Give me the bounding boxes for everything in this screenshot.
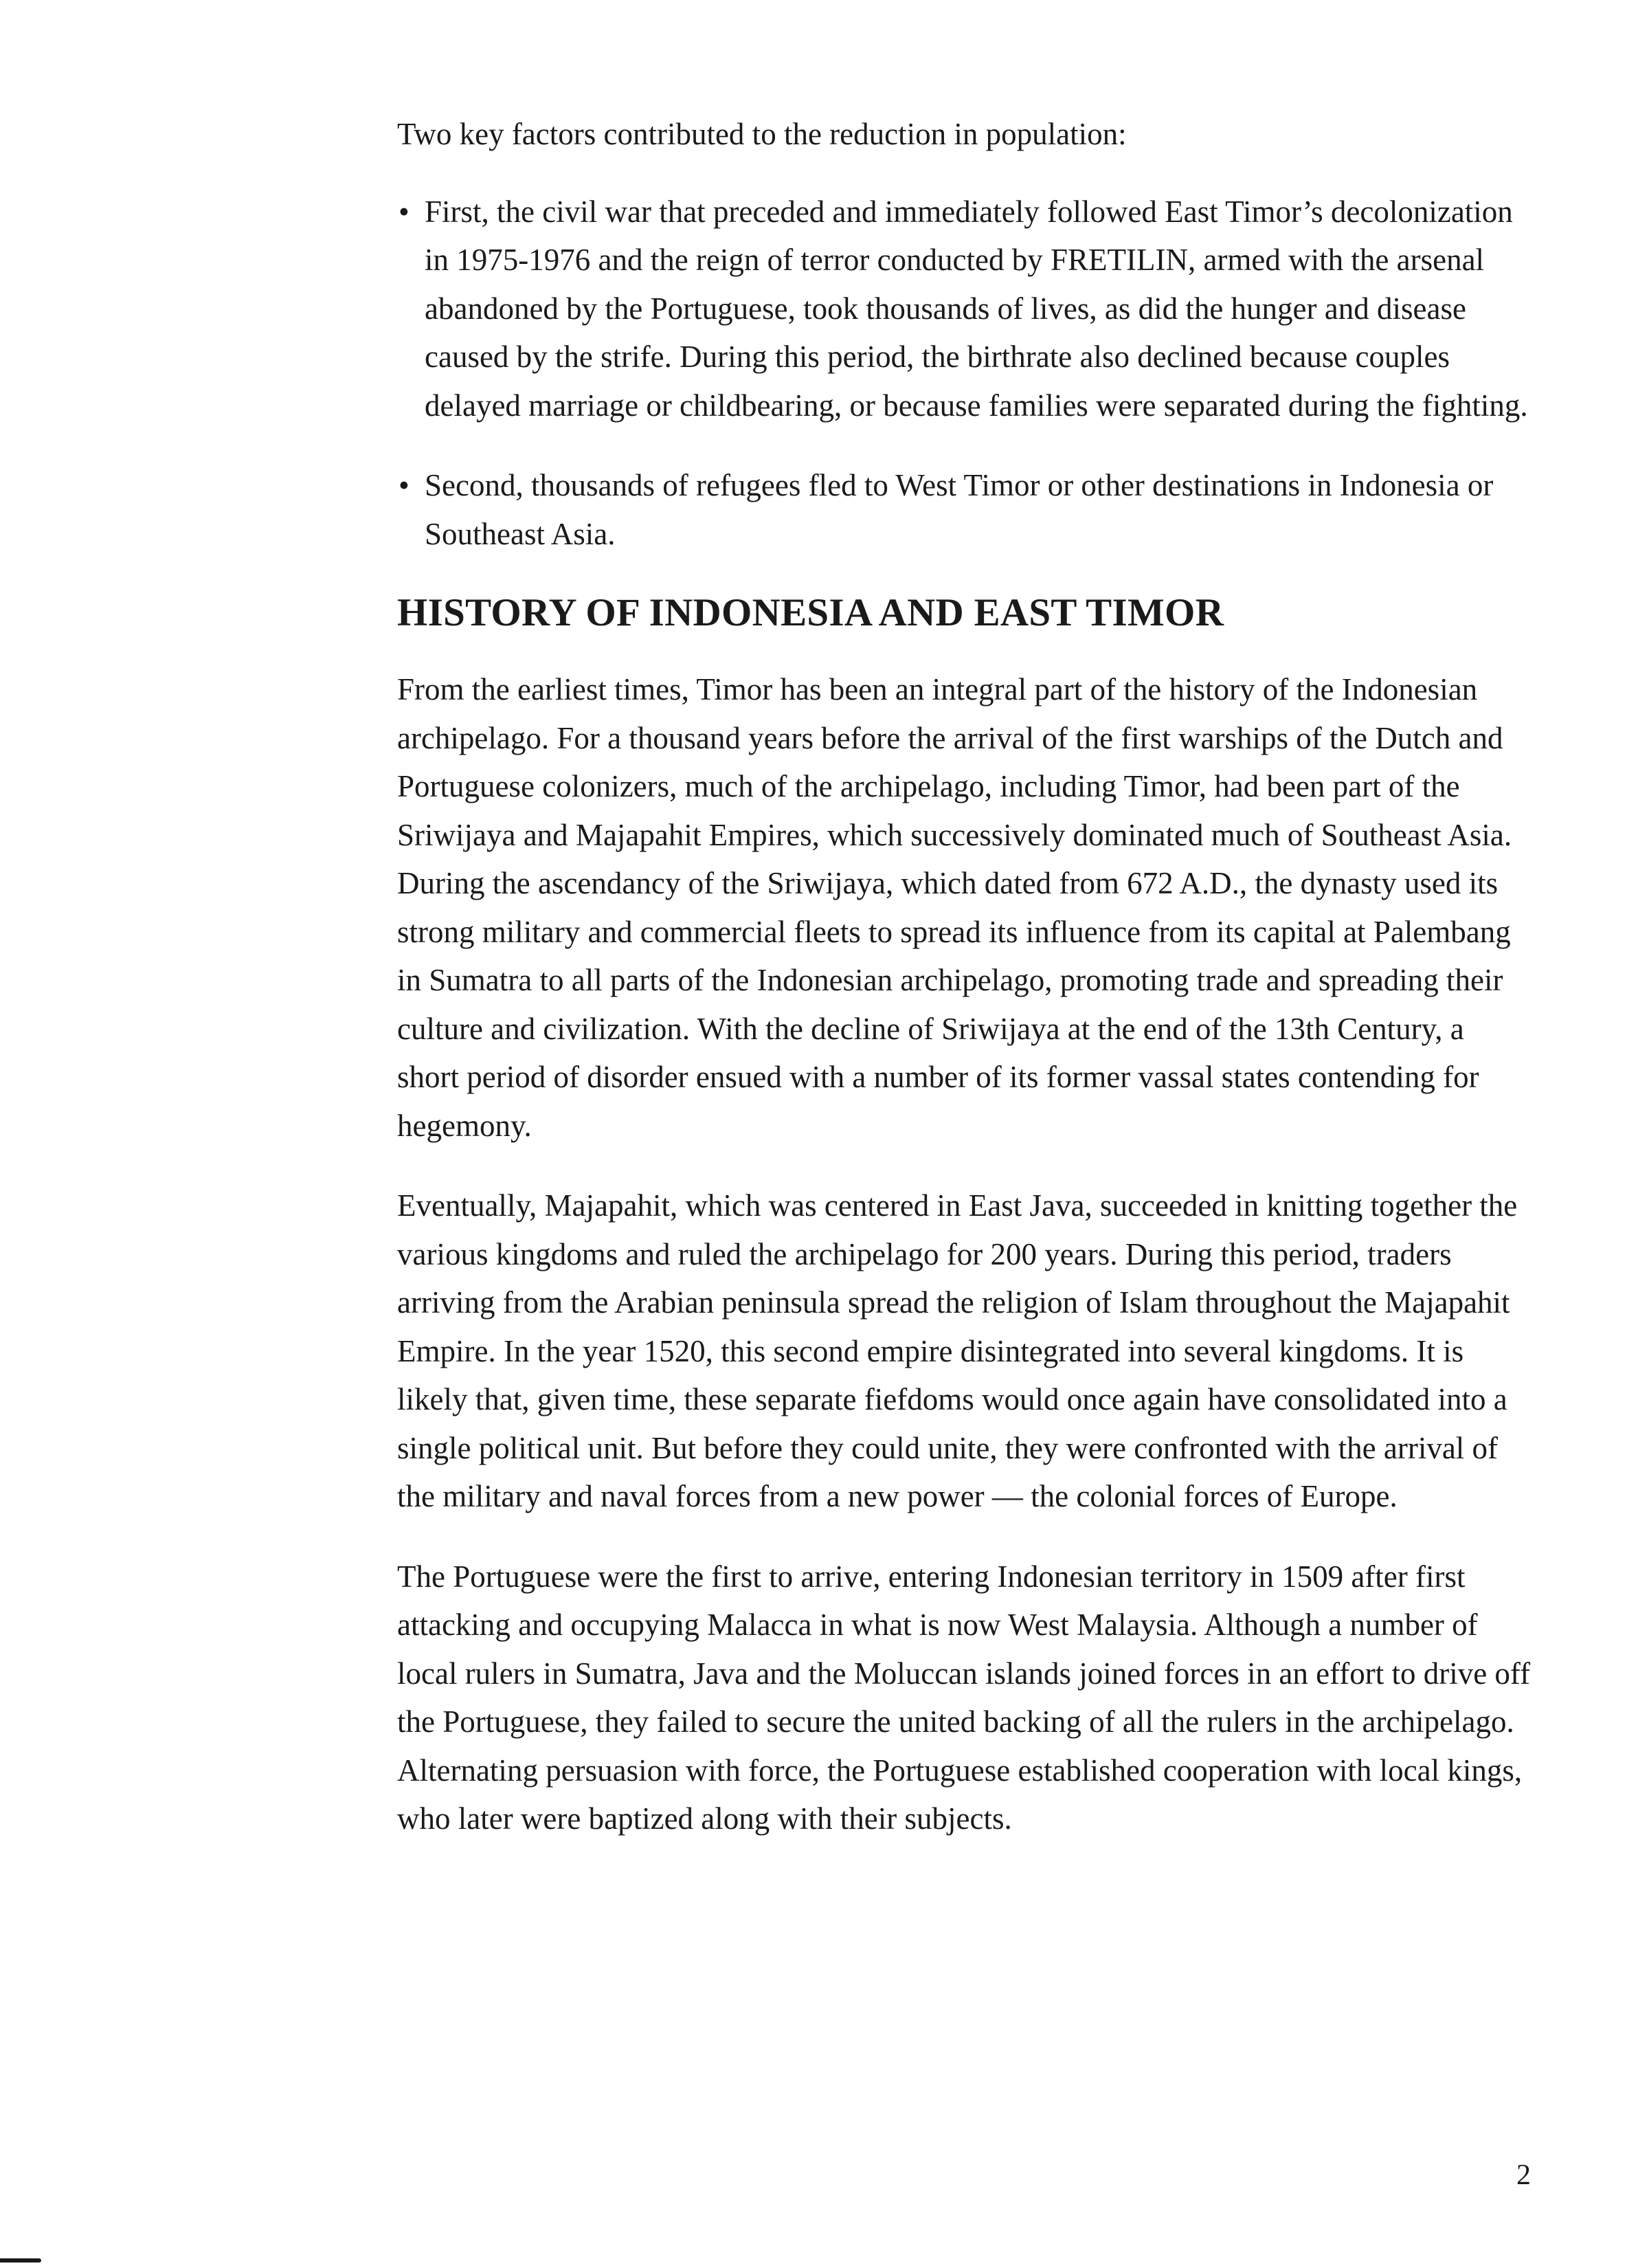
bullet-text: Second, thousands of refugees fled to West Timor or other destinations in Indonesia or Southeast Asia.: [425, 468, 1494, 551]
paragraph-portuguese: The Portuguese were the first to arrive, entering Indonesian territory in 1509 after first attacking and occupying Malacca in what is now West Malaysia. Although a number of local rulers in Sumatra, Java and the Moluccan islands joined forces in an effort to drive off the Portuguese, they failed to secure the united backing of all the rulers in the archipelago. Alternating persuasion with force, the Portuguese established cooperation with local kings, who later were baptized along with their subjects.: [397, 1559, 1531, 1836]
bullet-item-refugees: [397, 461, 1531, 558]
paragraph-earliest-times: From the earliest times, Timor has been an integral part of the history of the Indonesian archipelago. For a thousand years before the arrival of the first warships of the Dutch and Portuguese colonizers, much of the archipelago, including Timor, had been part of the Sriwijaya and Majapahit Empires, which successively dominated much of Southeast Asia. During the ascendancy of the Sriwijaya, which dated from 672 A.D., the dynasty used its strong military and commercial fleets to spread its influence from its capital at Palembang in Sumatra to all parts of the Indonesian archipelago, promoting trade and spreading their culture and civilization. With the decline of Sriwijaya at the end of the 13th Century, a short period of disorder ensued with a number of its former vassal states contending for hegemony.: [397, 672, 1512, 1143]
intro-paragraph: Two key factors contributed to the reduction in population:: [397, 117, 1127, 151]
bullet-list: [397, 188, 1531, 559]
bullet-text: First, the civil war that preceded and immediately followed East Timor’s decolonization in 1975-1976 and the reign of terror conducted by FRETILIN, armed with the arsenal abandoned by the Portuguese, took thousands of lives, as did the hunger and disease caused by the strife. During this period, the birthrate also declined because couples delayed marriage or childbearing, or because families were separated during the fighting.: [425, 194, 1528, 423]
page-number: 2: [1516, 2159, 1531, 2191]
bullet-icon: •: [399, 468, 410, 502]
scan-edge-mark: [0, 2258, 41, 2263]
bullet-icon: •: [399, 194, 410, 229]
bullet-item-civil-war: [397, 188, 1531, 430]
paragraph-majapahit: Eventually, Majapahit, which was centered in East Java, succeeded in knitting together the various kingdoms and ruled the archipelago for 200 years. During this period, traders arriving from the Arabian peninsula spread the religion of Islam throughout the Majapahit Empire. In the year 1520, this second empire disintegrated into several kingdoms. It is likely that, given time, these separate fiefdoms would once again have consolidated into a single political unit. But before they could unite, they were confronted with the arrival of the military and naval forces from a new power — the colonial forces of Europe.: [397, 1188, 1518, 1513]
document-page: [397, 110, 1531, 1875]
section-heading: HISTORY OF INDONESIA AND EAST TIMOR: [397, 591, 1224, 634]
